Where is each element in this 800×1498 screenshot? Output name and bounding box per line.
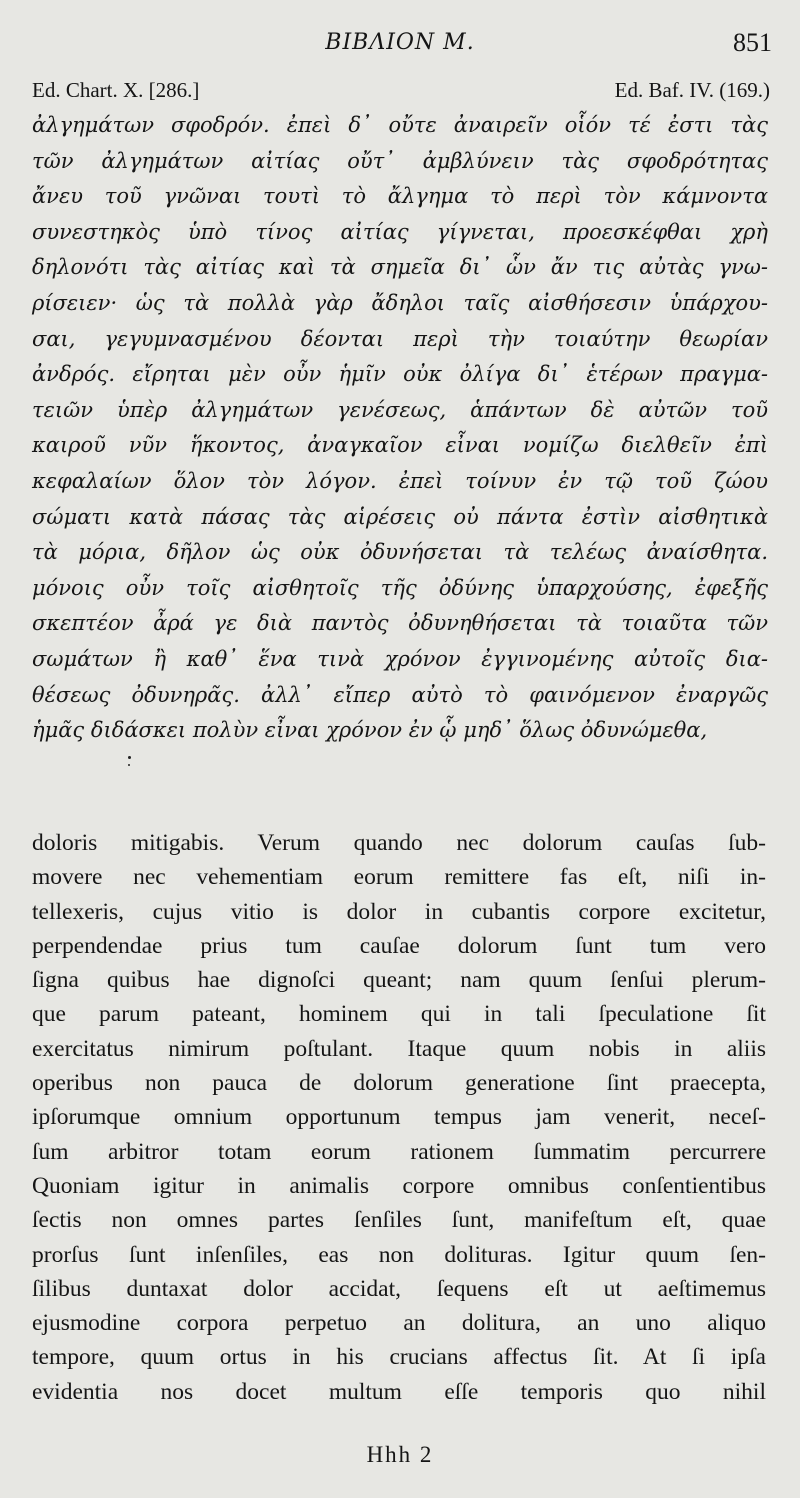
greek-text-line: μόνοις οὖν τοῖς αἰσθητοῖς τῆς ὀδύνης ὑπαρχούσης, ἐφεξῆς [32, 575, 768, 600]
latin-text-line: movere nec vehementiam eorum remittere fas eſt, niſi in- [32, 864, 766, 891]
greek-text-line: κεφαλαίων ὅλον τὸν λόγον. ἐπεὶ τοίνυν ἐν τῷ τοῦ ζώου [32, 468, 768, 493]
latin-text-line: que parum pateant, hominem qui in tali ſpeculatione ſit [32, 1001, 766, 1028]
latin-text-block [32, 826, 766, 1409]
greek-text-line: δηλονότι τὰς αἰτίας καὶ τὰ σημεῖα δι᾽ ὧν ἄν τις αὐτὰς γνω- [32, 255, 768, 280]
edition-reference-left: Ed. Chart. X. [286.] [32, 78, 200, 102]
greek-text-line: σκεπτέον ἆρά γε διὰ παντὸς ὀδυνηθήσεται τὰ τοιαῦτα τῶν [32, 611, 768, 636]
latin-text-line: ipſorumque omnium opportunum tempus jam venerit, neceſ- [32, 1104, 766, 1131]
greek-text-line: ρίσειεν· ὡς τὰ πολλὰ γὰρ ἄδηλοι ταῖς αἰσθήσεσιν ὑπάρχου- [32, 290, 768, 315]
latin-text-line: evidentia nos docet multum eſſe temporis quo nihil [32, 1378, 766, 1405]
greek-text-line: θέσεως ὀδυνηρᾶς. ἀλλ᾽ εἴπερ αὐτὸ τὸ φαινόμενον ἐναργῶς [32, 682, 768, 707]
latin-text-line: prorſus ſunt inſenſiles, eas non dolituras. Igitur quum ſen- [32, 1241, 766, 1268]
greek-text-line: ἀνδρός. εἴρηται μὲν οὖν ἡμῖν οὐκ ὀλίγα δι᾽ ἑτέρων πραγμα- [32, 362, 768, 387]
greek-text-line: τῶν ἀλγημάτων αἰτίας οὔτ᾽ ἀμβλύνειν τὰς σφοδρότητας [32, 148, 768, 173]
greek-text-line: συνεστηκὸς ὑπὸ τίνος αἰτίας γίγνεται, προεσκέφθαι χρὴ [32, 219, 768, 244]
signature-mark: Hhh 2 [366, 1442, 434, 1467]
greek-text-line: τὰ μόρια, δῆλον ὡς οὐκ ὀδυνήσεται τὰ τελέως ἀναίσθητα. [32, 540, 768, 565]
greek-text-line: ἡμᾶς διδάσκει πολὺν εἶναι χρόνον ἐν ᾧ μηδ᾽ ὅλως ὀδυνώμεθα, [32, 718, 708, 743]
greek-text-line: σαι, γεγυμνασμένου δέονται περὶ τὴν τοιαύτην θεωρίαν [32, 326, 768, 351]
latin-text-line: ſigna quibus hae dignoſci queant; nam quum ſenſui plerum- [32, 967, 766, 994]
ink-speck [128, 756, 131, 759]
latin-text-line: perpendendae prius tum cauſae dolorum ſunt tum vero [32, 932, 766, 959]
greek-text-line: καιροῦ νῦν ἥκοντος, ἀναγκαῖον εἶναι νομίζω διελθεῖν ἐπὶ [32, 433, 768, 458]
latin-text-line: ejusmodine corpora perpetuo an dolitura, an uno aliquo [32, 1310, 766, 1337]
greek-text-line: τειῶν ὑπὲρ ἀλγημάτων γενέσεως, ἁπάντων δὲ αὐτῶν τοῦ [32, 397, 768, 422]
ink-speck [128, 764, 130, 766]
latin-text-line: tempore, quum ortus in his crucians affectus ſit. At ſi ipſa [32, 1344, 766, 1371]
latin-text-line: tellexeris, cujus vitio is dolor in cubantis corpore excitetur, [32, 898, 766, 925]
edition-reference-right: Ed. Baf. IV. (169.) [614, 78, 770, 102]
greek-text-line: σωμάτων ἢ καθ᾽ ἕνα τινὰ χρόνον ἐγγινομένης αὐτοῖς δια- [32, 646, 768, 671]
greek-text-line: ἀλγημάτων σφοδρόν. ἐπεὶ δ᾽ οὔτε ἀναιρεῖν οἷόν τέ ἐστι τὰς [32, 113, 768, 137]
greek-text-line: σώματι κατὰ πάσας τὰς αἱρέσεις οὐ πάντα ἐστὶν αἰσθητικὰ [32, 504, 768, 529]
greek-text-block [32, 108, 768, 749]
running-title: BIBΛΙΟΝ Μ. [325, 30, 475, 55]
latin-text-line: ſectis non omnes partes ſenſiles ſunt, manifeſtum eſt, quae [32, 1207, 766, 1234]
latin-text-line: Quoniam igitur in animalis corpore omnibus conſentientibus [32, 1172, 766, 1199]
latin-text-line: exercitatus nimirum poſtulant. Itaque quum nobis in aliis [32, 1035, 766, 1062]
latin-text-line: doloris mitigabis. Verum quando nec dolorum cauſas ſub- [32, 830, 766, 856]
latin-text-line: operibus non pauca de dolorum generatione ſint praecepta, [32, 1070, 766, 1097]
page-number: 851 [733, 28, 772, 57]
latin-text-line: ſilibus duntaxat dolor accidat, ſequens eſt ut aeſtimemus [32, 1275, 766, 1302]
greek-text-line: ἄνευ τοῦ γνῶναι τουτὶ τὸ ἄλγημα τὸ περὶ τὸν κάμνοντα [32, 184, 768, 209]
latin-text-line: ſum arbitror totam eorum rationem ſummatim percurrere [32, 1138, 766, 1165]
